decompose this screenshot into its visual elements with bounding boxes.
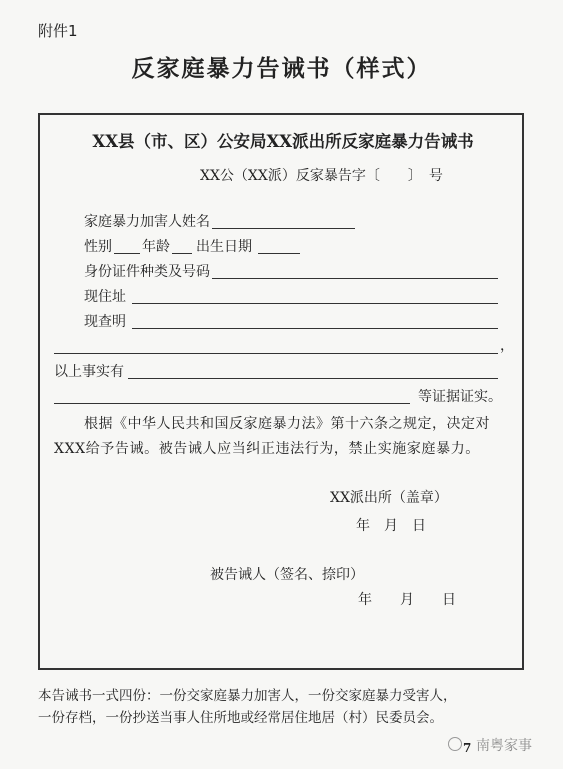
id-document-label: 身份证件种类及号码: [84, 264, 210, 280]
seal-date: 年 月 日: [356, 518, 426, 534]
evidence-label: 等证据证实。: [418, 389, 502, 405]
footer-note-line-1: 本告诫书一式四份：一份交家庭暴力加害人，一份交家庭暴力受害人，: [38, 688, 457, 704]
decision-text-line-1: 根据《中华人民共和国反家庭暴力法》第十六条之规定，决定对: [84, 416, 490, 432]
findings-label: 现查明: [84, 314, 126, 330]
watermark-text: 南粤家事: [476, 738, 532, 754]
address-line: [132, 302, 498, 304]
recipient-date: 年 月 日: [358, 592, 456, 608]
form-title: XX县（市、区）公安局XX派出所反家庭暴力告诫书: [92, 132, 474, 151]
age-line: [172, 252, 192, 254]
evidence-line: [54, 402, 410, 404]
gender-line: [114, 252, 140, 254]
decision-text-line-2: XXX给予告诫。被告诫人应当纠正违法行为，禁止实施家庭暴力。: [54, 441, 480, 457]
birth-date-label: 出生日期: [196, 239, 252, 255]
page-number: 7: [463, 741, 472, 755]
document-number: XX公（XX派）反家暴告字〔 〕 号: [200, 168, 443, 184]
findings-line-1: [132, 327, 498, 329]
id-document-line: [212, 277, 498, 279]
address-label: 现住址: [84, 289, 126, 305]
gender-label: 性别: [84, 239, 112, 255]
recipient-signature-label: 被告诫人（签名、捺印）: [210, 567, 364, 583]
abuser-name-label: 家庭暴力加害人姓名: [84, 214, 210, 230]
station-seal-label: XX派出所（盖章）: [330, 490, 448, 506]
footer-note-line-2: 一份存档，一份抄送当事人住所地或经常居住地居（村）民委员会。: [38, 710, 443, 726]
notice-form: [38, 113, 524, 670]
facts-label: 以上事实有: [54, 364, 124, 380]
page-title: 反家庭暴力告诫书（样式）: [131, 55, 432, 82]
wechat-logo-icon: [448, 737, 462, 751]
findings-comma: ，: [500, 338, 514, 354]
age-label: 年龄: [142, 239, 170, 255]
annex-label: 附件1: [38, 22, 78, 40]
birth-date-line: [258, 252, 300, 254]
findings-line-2: [54, 352, 498, 354]
abuser-name-line: [212, 227, 355, 229]
facts-line: [128, 377, 498, 379]
